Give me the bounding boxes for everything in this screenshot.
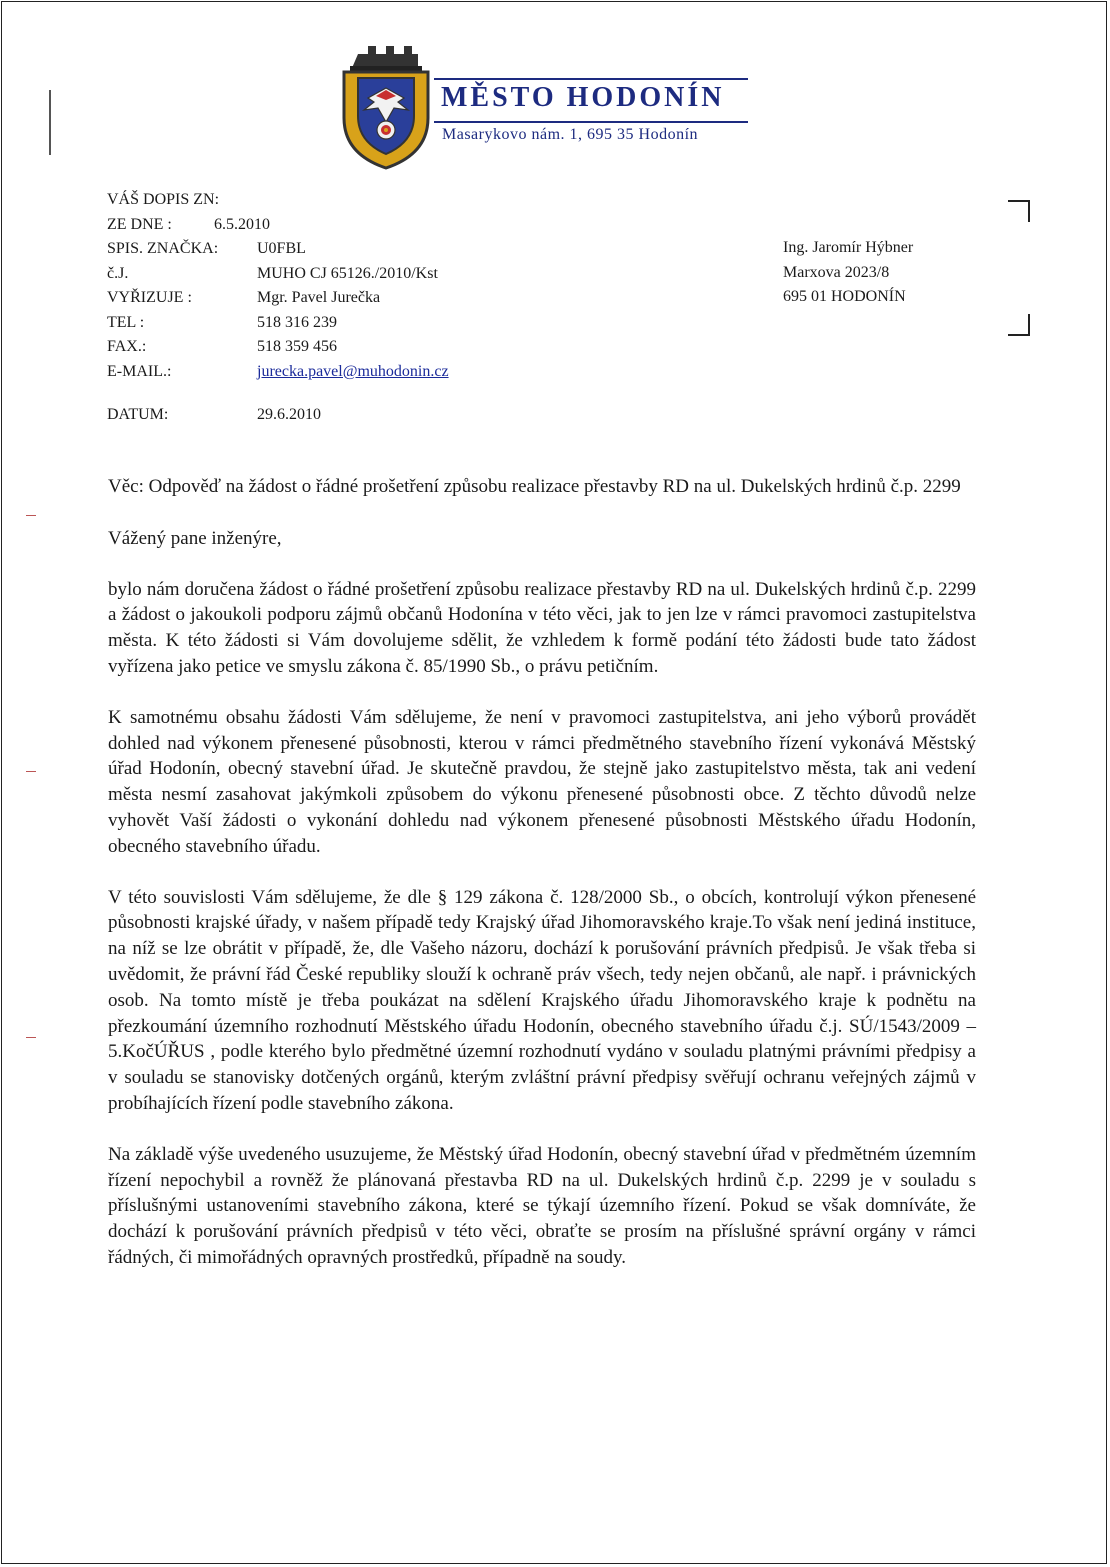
recipient-name: Ing. Jaromír Hýbner	[783, 239, 914, 256]
ref-row-spis-znacka	[107, 237, 567, 262]
scan-mark	[49, 90, 51, 155]
ref-value: U0FBL	[257, 240, 306, 257]
ref-row-cj	[107, 262, 567, 287]
ref-label: VÁŠ DOPIS ZN:	[107, 191, 220, 208]
ref-label: ZE DNE :	[107, 215, 172, 233]
letterhead-rule	[434, 121, 748, 123]
ref-value: MUHO CJ 65126./2010/Kst	[257, 264, 438, 282]
ref-label: E-MAIL.:	[107, 362, 172, 380]
recipient-city: 695 01 HODONÍN	[783, 288, 906, 305]
recipient-street: Marxova 2023/8	[783, 263, 890, 281]
letter-paragraph: V této souvislosti Vám sdělujeme, že dle § 129 zákona č. 128/2000 Sb., o obcích, kontrolují výkon přenesené působnosti krajské úřady, v našem případě tedy Krajský úřad Jihomoravského kraje.To však není jediná instituce, na níž se lze obrátit v případě, že, dle Vašeho názoru, dochází k porušování právních předpisů. Je však třeba si uvědomit, že právní řád České republiky slouží k ochraně práv všech, tedy nejen občanů, ale např. i právnických osob. Na tomto místě je třeba poukázat na sdělení Krajského úřadu Jihomoravského kraje k podnětu na přezkoumání územního rozhodnutí Městského úřadu Hodonín, obecného stavebního úřadu č.j. SÚ/1543/2009 – 5.KočÚŘUS , podle kterého bylo předmětné územní rozhodnutí vydáno v souladu platnými právními předpisy a v souladu se stanovisky dotčených orgánů, kterým zvláštní právní předpisy svěřují ochranu veřejných zájmů v probíhajících řízení podle stavebního zákona.	[108, 886, 976, 1114]
ref-label: DATUM:	[107, 406, 169, 423]
ref-value: 29.6.2010	[257, 406, 321, 423]
city-name: MĚSTO HODONÍN	[441, 82, 725, 113]
letter-subject: Věc: Odpověď na žádost o řádné prošetření způsobu realizace přestavby RD na ul. Dukelských hrdinů č.p. 2299	[108, 476, 961, 497]
ref-label: TEL :	[107, 313, 145, 331]
ref-value: 6.5.2010	[214, 215, 270, 233]
letter-paragraph: bylo nám doručena žádost o řádné prošetření způsobu realizace přestavby RD na ul. Dukelských hrdinů č.p. 2299 a žádost o jakoukoli podporu zájmů občanů Hodonína v této věci, jak to jen lze v rámci pravomoci zastupitelstva města. K této žádosti si Vám dovolujeme sdělit, že vzhledem k formě podání této žádosti bude tato žádost vyřízena jako petice ve smyslu zákona č. 85/1990 Sb., o právu petičním.	[108, 578, 976, 677]
recipient-address	[783, 236, 913, 310]
ref-row-email	[107, 360, 567, 385]
email-link[interactable]: jurecka.pavel@muhodonin.cz	[257, 362, 449, 380]
ref-row-vyrizuje	[107, 286, 567, 311]
city-address: Masarykovo nám. 1, 695 35 Hodonín	[442, 126, 699, 143]
ref-value: 518 359 456	[257, 338, 337, 355]
margin-mark	[26, 515, 36, 516]
margin-mark	[26, 771, 36, 772]
ref-row-ze-dne	[107, 213, 567, 238]
reference-block	[107, 188, 567, 384]
ref-row-tel	[107, 311, 567, 336]
letter-paragraph: Na základě výše uvedeného usuzujeme, že Městský úřad Hodonín, obecný stavební úřad v předmětném územním řízení nepochybil a rovněž že plánovaná přestavba RD na ul. Dukelských hrdinů č.p. 2299 je v souladu s příslušnými ustanoveními stavebního zákona, které se týkají územního řízení. Pokud se však domníváte, že dochází k porušování právních předpisů v této věci, obraťte se prosím na příslušné správní orgány v rámci řádných, či mimořádných opravných prostředků, případně na soudy.	[108, 1143, 976, 1268]
letter-body	[108, 474, 976, 1271]
ref-label: č.J.	[107, 264, 129, 282]
letterhead	[336, 42, 756, 172]
city-crest-icon	[336, 42, 436, 172]
ref-value: 518 316 239	[257, 313, 337, 331]
ref-label: VYŘIZUJE :	[107, 289, 192, 306]
ref-value: Mgr. Pavel Jurečka	[257, 289, 381, 306]
ref-row-datum	[107, 406, 321, 424]
ref-row-vas-dopis	[107, 188, 567, 213]
window-corner-top	[1008, 200, 1030, 222]
ref-label: SPIS. ZNAČKA:	[107, 240, 219, 257]
window-corner-bottom	[1008, 314, 1030, 336]
letterhead-rule	[434, 78, 748, 80]
letter-paragraph: K samotnému obsahu žádosti Vám sdělujeme, že není v pravomoci zastupitelstva, ani jeho výborů provádět dohled nad výkonem přenesené působnosti, kterou v rámci předmětného stavebního řízení vykonává Městský úřad Hodonín, obecný stavební úřad. Je skutečně pravdou, že stejně jako zastupitelstvo města, tak ani vedení města nesmí zasahovat jakýmkoli způsobem do výkonu přenesené působnosti obce. Z těchto důvodů nelze vyhovět Vaší žádosti o vykonání dohledu nad výkonem přenesené působnosti Městského úřadu Hodonín, obecného stavebního úřadu.	[108, 706, 976, 857]
margin-mark	[26, 1037, 36, 1038]
letter-salutation: Vážený pane inženýre,	[108, 527, 282, 549]
ref-row-fax	[107, 335, 567, 360]
ref-label: FAX.:	[107, 338, 147, 355]
ref-value	[257, 188, 567, 213]
